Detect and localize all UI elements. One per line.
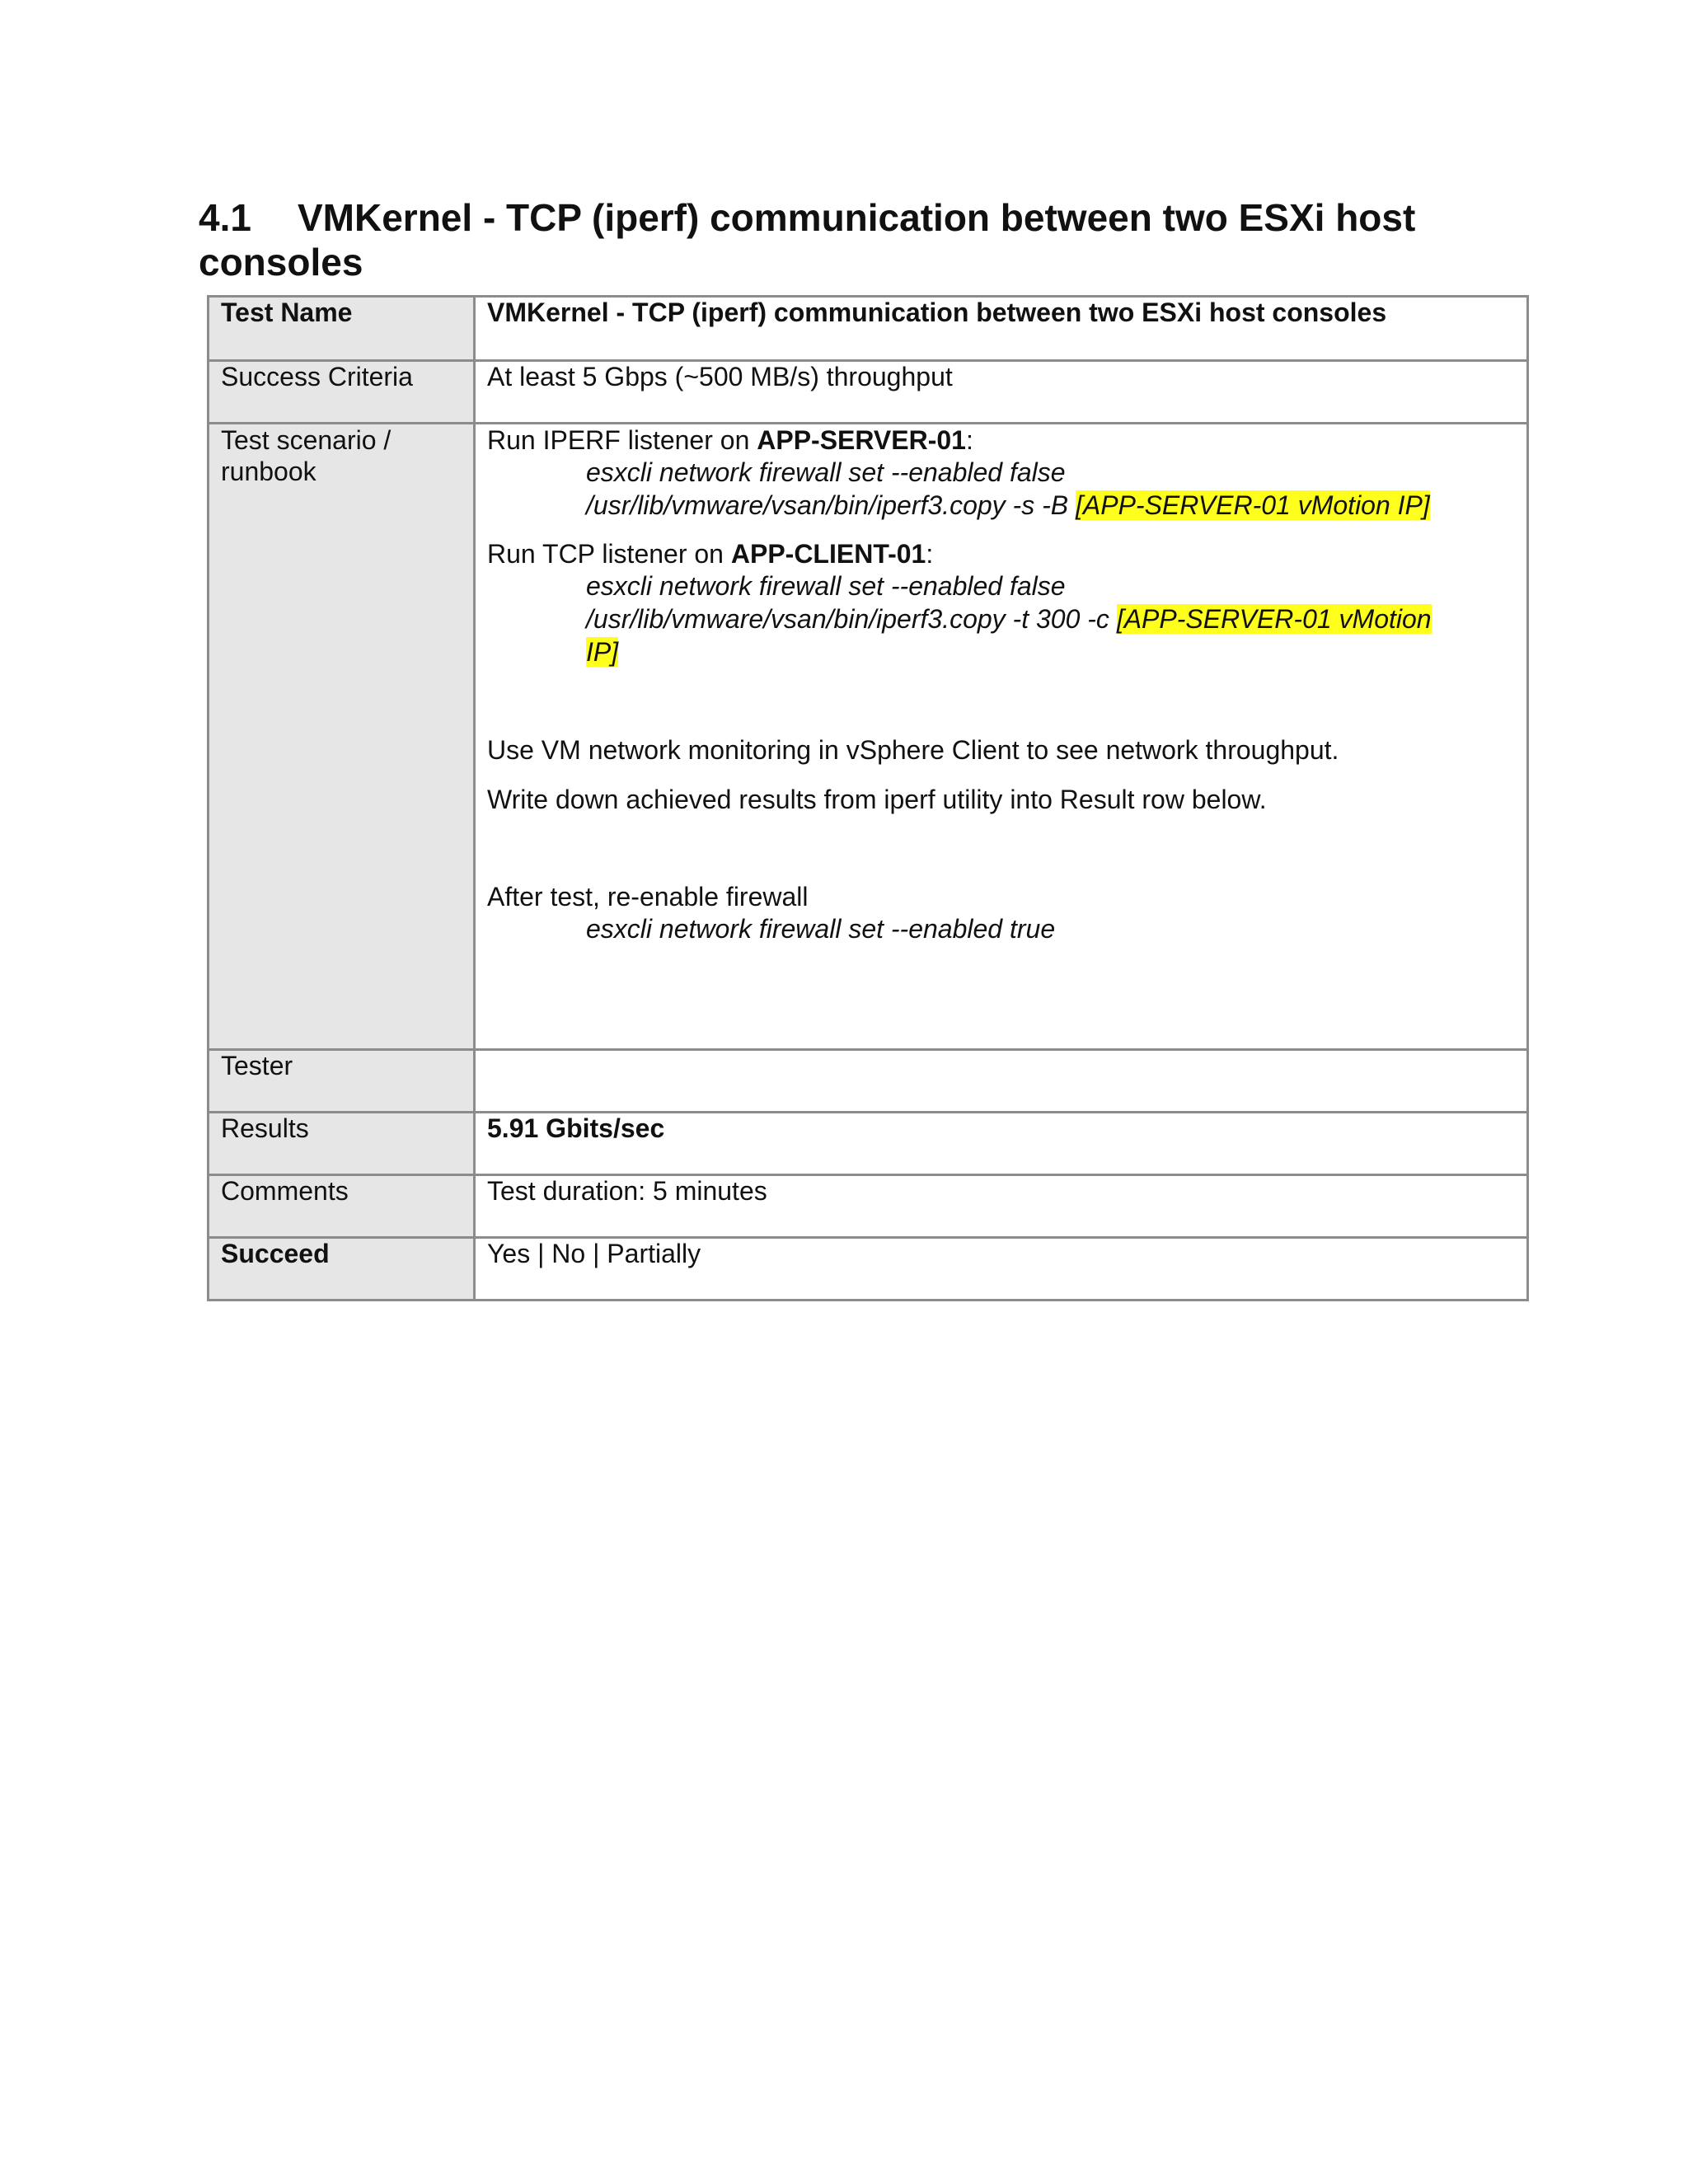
client-command-iperf: [487, 602, 1515, 668]
succeed-label: Succeed: [209, 1238, 475, 1301]
listener-host: APP-SERVER-01: [757, 425, 966, 455]
client-command-firewall: esxcli network firewall set --enabled false: [586, 571, 1066, 601]
section-number: 4.1: [199, 196, 251, 239]
success-criteria-label: Success Criteria: [209, 361, 475, 424]
section-title: VMKernel - TCP (iperf) communication between two ESXi host consoles: [199, 196, 1416, 284]
table-row-tester: [209, 1050, 1528, 1113]
client-iperf-highlight-2: IP]: [586, 637, 619, 667]
listener-command-iperf: [487, 489, 1515, 522]
test-name-label: Test Name: [209, 297, 475, 361]
listener-prefix: Run IPERF listener on: [487, 425, 757, 455]
monitor-instruction: Use VM network monitoring in vSphere Client to see network throughput.: [487, 735, 1339, 765]
scenario-label-line1: Test scenario /: [221, 425, 392, 455]
succeed-value: Yes | No | Partially: [475, 1238, 1528, 1301]
listener-iperf-prefix: /usr/lib/vmware/vsan/bin/iperf3.copy -s -B: [586, 490, 1076, 520]
success-criteria-value: At least 5 Gbps (~500 MB/s) throughput: [475, 361, 1528, 424]
write-instruction: Write down achieved results from iperf utility into Result row below.: [487, 785, 1267, 814]
table-row-scenario: [209, 424, 1528, 1050]
client-prefix: Run TCP listener on: [487, 539, 731, 569]
scenario-label-line2: runbook: [221, 457, 316, 486]
after-test-command: esxcli network firewall set --enabled true: [586, 914, 1056, 944]
table-row-succeed: [209, 1238, 1528, 1301]
scenario-value: [475, 424, 1528, 1050]
results-label: Results: [209, 1113, 475, 1175]
client-iperf-prefix: /usr/lib/vmware/vsan/bin/iperf3.copy -t 300 -c: [586, 604, 1117, 634]
comments-label: Comments: [209, 1175, 475, 1238]
scenario-label: [209, 424, 475, 1050]
listener-instruction: [487, 424, 1515, 456]
client-iperf-highlight-1: [APP-SERVER-01 vMotion: [1116, 604, 1432, 634]
tester-label: Tester: [209, 1050, 475, 1113]
table-row-comments: [209, 1175, 1528, 1238]
tester-value: [475, 1050, 1528, 1113]
results-value: 5.91 Gbits/sec: [475, 1113, 1528, 1175]
comments-value: Test duration: 5 minutes: [475, 1175, 1528, 1238]
test-name-value: VMKernel - TCP (iperf) communication between two ESXi host consoles: [475, 297, 1528, 361]
table-row-success-criteria: [209, 361, 1528, 424]
client-host: APP-CLIENT-01: [730, 539, 926, 569]
listener-suffix: :: [965, 425, 973, 455]
section-heading: [199, 195, 1534, 284]
client-suffix: :: [926, 539, 934, 569]
table-row-test-name: [209, 297, 1528, 361]
listener-command-firewall: esxcli network firewall set --enabled false: [586, 457, 1066, 487]
listener-iperf-highlight: [APP-SERVER-01 vMotion IP]: [1075, 490, 1430, 520]
test-case-table: [207, 295, 1529, 1301]
table-row-results: [209, 1113, 1528, 1175]
client-instruction: [487, 538, 1515, 569]
after-test-instruction: After test, re-enable firewall: [487, 882, 809, 912]
